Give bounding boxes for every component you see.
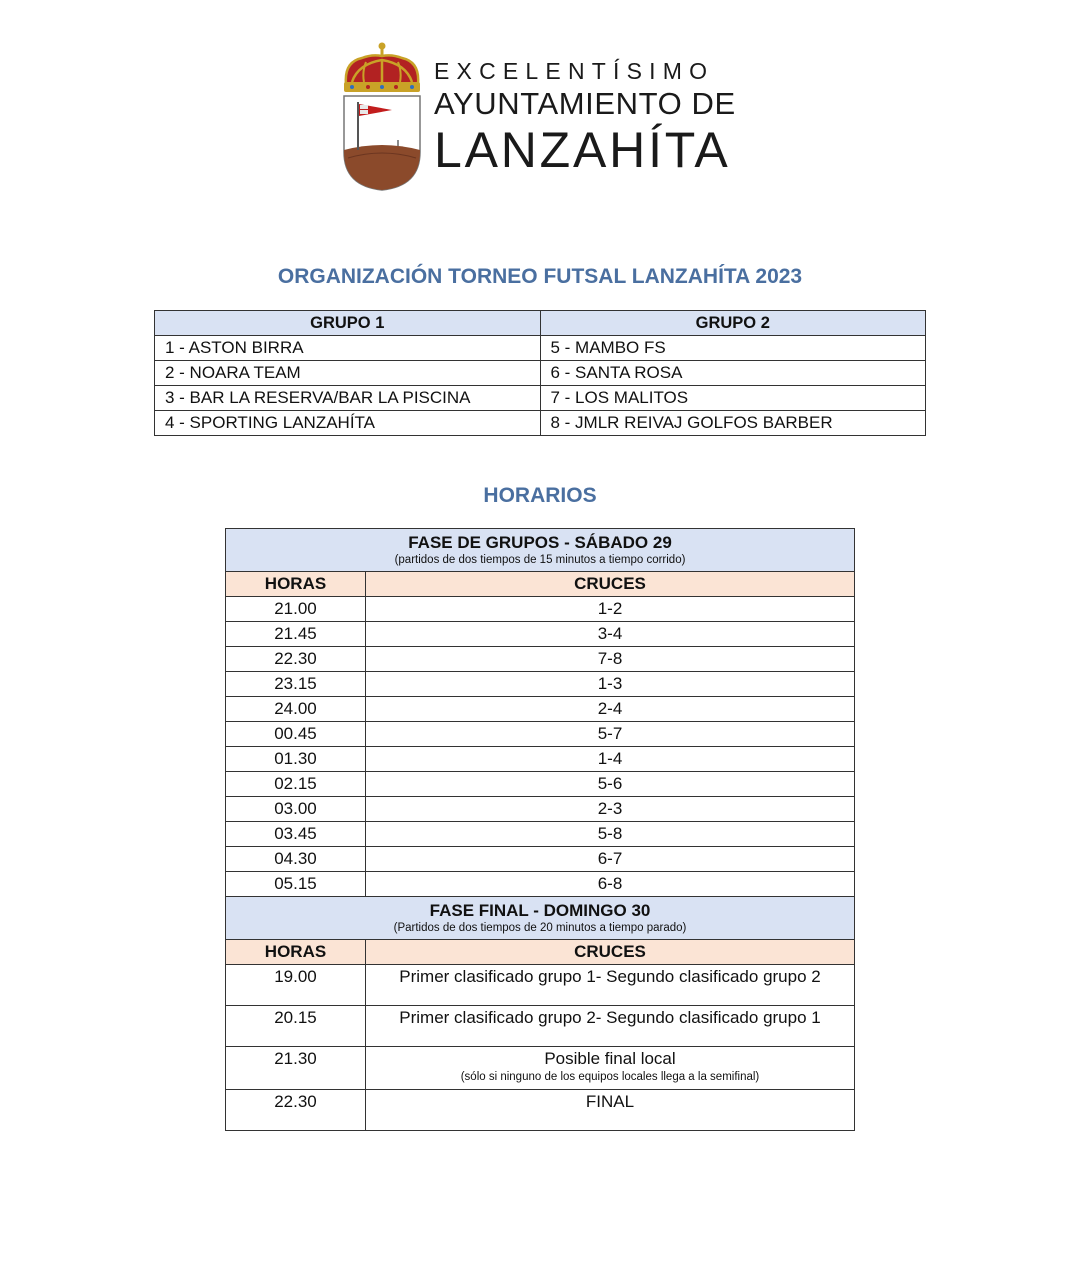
match-pairing: 2-4: [366, 697, 855, 722]
groups-header-row: [155, 311, 926, 336]
final-phase-header: [226, 897, 855, 940]
table-row: [226, 672, 855, 697]
table-row: [226, 1047, 855, 1090]
group-2-team: 8 - JMLR REIVAJ GOLFOS BARBER: [540, 411, 926, 436]
table-row: [226, 965, 855, 1006]
match-time: 00.45: [226, 722, 366, 747]
table-row: [155, 336, 926, 361]
final-phase-header-row: [226, 897, 855, 940]
match-pairing: Primer clasificado grupo 1- Segundo clasificado grupo 2: [366, 965, 855, 1006]
table-row: [226, 1006, 855, 1047]
match-pairing: 1-3: [366, 672, 855, 697]
table-row: [226, 722, 855, 747]
match-pairing: FINAL: [366, 1090, 855, 1131]
cruces-header: CRUCES: [366, 940, 855, 965]
group-1-header: GRUPO 1: [155, 311, 541, 336]
page-title: ORGANIZACIÓN TORNEO FUTSAL LANZAHÍTA 2023: [277, 265, 803, 288]
group-2-header: GRUPO 2: [540, 311, 926, 336]
group-1-team: 3 - BAR LA RESERVA/BAR LA PISCINA: [155, 386, 541, 411]
match-time: 04.30: [226, 847, 366, 872]
match-pairing: 2-3: [366, 797, 855, 822]
final-phase-title: FASE FINAL - DOMINGO 30: [429, 901, 651, 920]
horas-header: HORAS: [226, 572, 366, 597]
group-phase-header: [226, 529, 855, 572]
match-time: 03.45: [226, 822, 366, 847]
group-2-team: 5 - MAMBO FS: [540, 336, 926, 361]
group-2-team: 6 - SANTA ROSA: [540, 361, 926, 386]
match-note: (sólo si ninguno de los equipos locales llega a la semifinal): [460, 1071, 760, 1083]
match-pairing-cell: [366, 1047, 855, 1090]
table-row: [226, 1090, 855, 1131]
table-row: [226, 597, 855, 622]
table-row: [155, 361, 926, 386]
match-time: 20.15: [226, 1006, 366, 1047]
group-1-team: 2 - NOARA TEAM: [155, 361, 541, 386]
match-pairing: Posible final local: [544, 1049, 676, 1068]
match-time: 21.45: [226, 622, 366, 647]
group-1-team: 4 - SPORTING LANZAHÍTA: [155, 411, 541, 436]
horas-header: HORAS: [226, 940, 366, 965]
group-phase-column-headers: [226, 572, 855, 597]
final-phase-note: (Partidos de dos tiempos de 20 minutos a tiempo parado): [393, 922, 687, 934]
match-pairing: Primer clasificado grupo 2- Segundo clasificado grupo 1: [366, 1006, 855, 1047]
group-phase-note: (partidos de dos tiempos de 15 minutos a tiempo corrido): [394, 554, 686, 566]
groups-table: [154, 310, 926, 436]
match-pairing: 5-6: [366, 772, 855, 797]
municipality-name: [434, 58, 736, 176]
group-2-team: 7 - LOS MALITOS: [540, 386, 926, 411]
table-row: [226, 622, 855, 647]
group-phase-header-row: [226, 529, 855, 572]
final-phase-column-headers: [226, 940, 855, 965]
match-time: 03.00: [226, 797, 366, 822]
table-row: [226, 797, 855, 822]
match-pairing: 1-2: [366, 597, 855, 622]
header-line-1: EXCELENTÍSIMO: [434, 58, 715, 84]
table-row: [226, 822, 855, 847]
match-time: 19.00: [226, 965, 366, 1006]
match-time: 22.30: [226, 647, 366, 672]
schedule-table: [225, 528, 855, 1131]
match-time: 01.30: [226, 747, 366, 772]
match-pairing: 5-8: [366, 822, 855, 847]
match-time: 21.30: [226, 1047, 366, 1090]
table-row: [226, 772, 855, 797]
table-row: [226, 697, 855, 722]
match-pairing: 3-4: [366, 622, 855, 647]
cruces-header: CRUCES: [366, 572, 855, 597]
group-phase-title: FASE DE GRUPOS - SÁBADO 29: [408, 533, 672, 552]
header-line-3: LANZAHÍTA: [434, 122, 731, 178]
match-pairing: 1-4: [366, 747, 855, 772]
table-row: [226, 872, 855, 897]
municipal-header: [338, 40, 758, 195]
table-row: [226, 647, 855, 672]
match-pairing: 6-7: [366, 847, 855, 872]
match-pairing: 7-8: [366, 647, 855, 672]
coat-of-arms-icon: [338, 40, 426, 192]
table-row: [226, 747, 855, 772]
match-time: 02.15: [226, 772, 366, 797]
table-row: [226, 847, 855, 872]
horarios-title: HORARIOS: [483, 484, 597, 507]
table-row: [155, 411, 926, 436]
group-1-team: 1 - ASTON BIRRA: [155, 336, 541, 361]
match-time: 23.15: [226, 672, 366, 697]
match-time: 05.15: [226, 872, 366, 897]
match-pairing: 6-8: [366, 872, 855, 897]
match-time: 24.00: [226, 697, 366, 722]
match-time: 22.30: [226, 1090, 366, 1131]
header-line-2: AYUNTAMIENTO DE: [434, 86, 736, 121]
match-time: 21.00: [226, 597, 366, 622]
match-pairing: 5-7: [366, 722, 855, 747]
table-row: [155, 386, 926, 411]
